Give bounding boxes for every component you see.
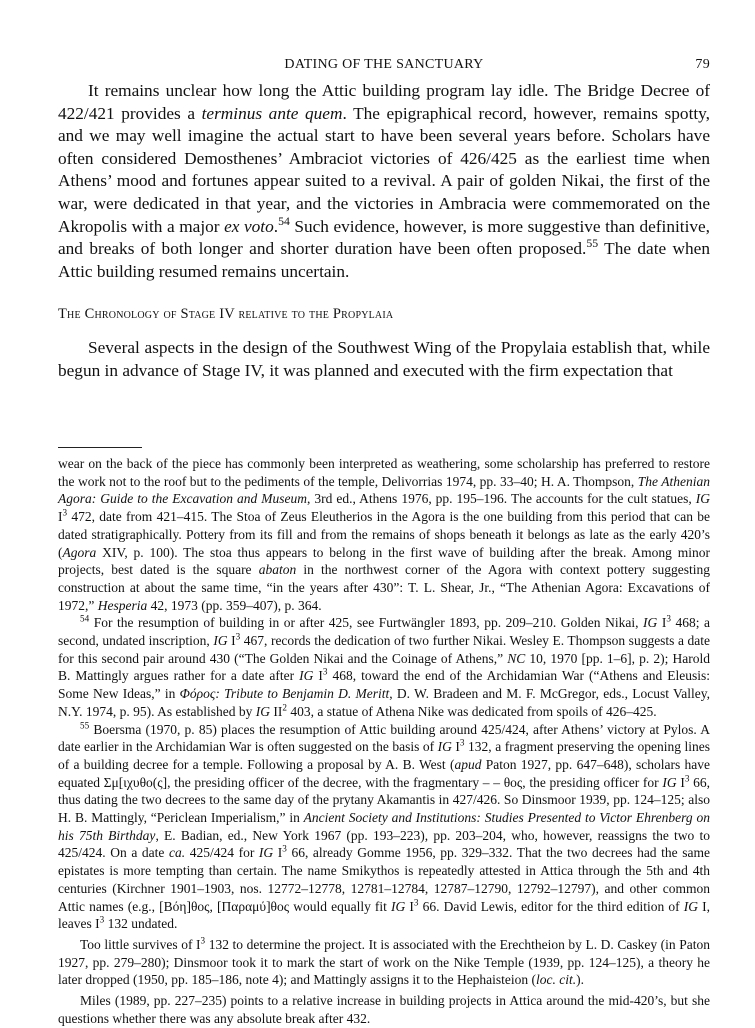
page-number: 79 — [695, 57, 710, 72]
main-text — [58, 80, 710, 382]
book-page — [58, 0, 710, 1024]
footnote-paragraph: Too little survives of $I^3$ 132 to determine the project. It is associated with the Erechtheion by L. D. Caskey (in Paton 1927, pp. 279–280); Dinsmoor took it to mark the start of work on the Nike Temple (1939, pp. 124–125), a theory he later dropped (1950, pp. 185–186, note 4); and Mattingly assigns it to the Hephaisteion (loc. cit.). — [58, 935, 710, 988]
running-title: DATING OF THE SANCTUARY — [284, 57, 484, 72]
footnote-rule — [58, 447, 142, 448]
body-paragraph-1: It remains unclear how long the Attic building program lay idle. The Bridge Decree of 422/421 provides a terminus ante quem. The epigraphical record, however, remains spotty, and we may well imagine the actual start to have been several years before. Scholars have often considered Demosthenes’ Ambraciot victories of 426/425 as the earliest time when Athens’ mood and fortunes appear suited to a revival. A pair of golden Nikai, the first of the war, were dedicated in that year, and the victories in Ambracia were commemorated on the Akropolis with a major ex voto.$^{54}$ Such evidence, however, is more suggestive than definitive, and breaks of both longer and shorter duration have been often proposed.$^{55}$ The date when Attic building resumed remains uncertain. — [58, 81, 711, 281]
footnote-continuation: wear on the back of the piece has commonly been interpreted as weathering, some scholarship has preferred to restore the work not to the roof but to the pediments of the temple, Delivorrias 1974, pp. 33–40; H. A. Thompson, The Athenian Agora: Guide to the Excavation and Museum, 3rd ed., Athens 1976, pp. 195–196. The accounts for the cult statues, IG $I^3$ 472, date from 421–415. The Stoa of Zeus Eleutherios in the Agora is the one building from this period that can be dated stratigraphically. Pottery from its fill and from the remains of shops beneath it belongs as late as the early 420’s (Agora XIV, p. 100). The stoa thus appears to belong in the first wave of building after the break. Among minor projects, best dated is the square abaton in the northwest corner of the Agora with context pottery suggesting construction at about the same time, “in the years after 430”: T. L. Shear, Jr., “The Athenian Agora: Excavations of 1972,” Hesperia 42, 1973 (pp. 359–407), p. 364. — [58, 456, 711, 613]
footnote-55: $^{55}$ Boersma (1970, p. 85) places the resumption of Attic building around 425/424, after Athens’ victory at Pylos. A date earlier in the Archidamian War is often suggested on the basis of IG $I^3$ 132, a fragment preserving the opening lines of a building decree for a temple. Following a proposal by A. B. West (apud Paton 1927, pp. 647–648), scholars have equated Σμ[ιχυθο(ς], the presiding officer of the decree, with the fragmentary – – θος, the presiding officer for IG $I^3$ 66, thus dating the two decrees to the same day of the prytany Akamantis in 427/426. So Dinsmoor 1939, pp. 124–125; also H. B. Mattingly, “Periclean Imperialism,” in Ancient Society and Institutions: Studies Presented to Victor Ehrenberg on his 75th Birthday, E. Badian, ed., New York 1967 (pp. 193–223), pp. 203–204, who, however, reassigns the two to 425/424. On a date ca. 425/424 for IG $I^3$ 66, already Gomme 1956, pp. 329–332. That the two decrees had the same epistates is more tempting than certain. The name Smikythos is repeatedly attested in Attica through the 5th and 4th centuries (Kirchner 1901–1903, nos. 12772–12778, 12781–12784, 12787–12790, 12792–12797), and other common Attic names (e.g., [Βόη]θος, [Παραμύ]θος would equally fit IG $I^3$ 66. David Lewis, editor for the third edition of IG I, leaves $I^3$ 132 undated. — [58, 720, 711, 932]
footnote-ref-55: 55 — [586, 237, 599, 251]
footnote-ref-54: 54 — [278, 214, 290, 228]
body-paragraph-2: Several aspects in the design of the Southwest Wing of the Propylaia establish that, while begun in advance of Stage IV, it was planned and executed with the firm expectation that — [58, 337, 710, 380]
footnote-number: 54 — [80, 613, 90, 624]
footnote-54: $^{54}$ For the resumption of building in or after 425, see Furtwängler 1893, pp. 209–210. Golden Nikai, IG $I^3$ 468; a second, undated inscription, IG $I^3$ 467, records the dedication of two further Nikai. Wesley E. Thompson suggests a date for this second pair around 430 (“The Golden Nikai and the Coinage of Athens,” NC 10, 1970 [pp. 1–6], p. 2); Harold B. Mattingly argues rather for a date after IG $I^3$ 468, toward the end of the Archidamian War (“Athens and Eleusis: Some New Ideas,” in Φόρος: Tribute to Benjamin D. Meritt, D. W. Bradeen and M. F. McGregor, eds., Locust Valley, N.Y. 1974, p. 95). As established by IG $II^2$ 403, a statue of Athena Nike was dedicated from spoils of 426–425. — [58, 613, 710, 719]
footnotes — [58, 455, 710, 1028]
footnote-paragraph: Miles (1989, pp. 227–235) points to a relative increase in building projects in Attica around the mid-420’s, but she questions whether there was any absolute break after 432. — [58, 993, 710, 1026]
running-head — [58, 57, 710, 75]
footnote-number: 55 — [80, 720, 90, 731]
section-heading: The Chronology of Stage IV relative to the Propylaia — [58, 306, 394, 323]
